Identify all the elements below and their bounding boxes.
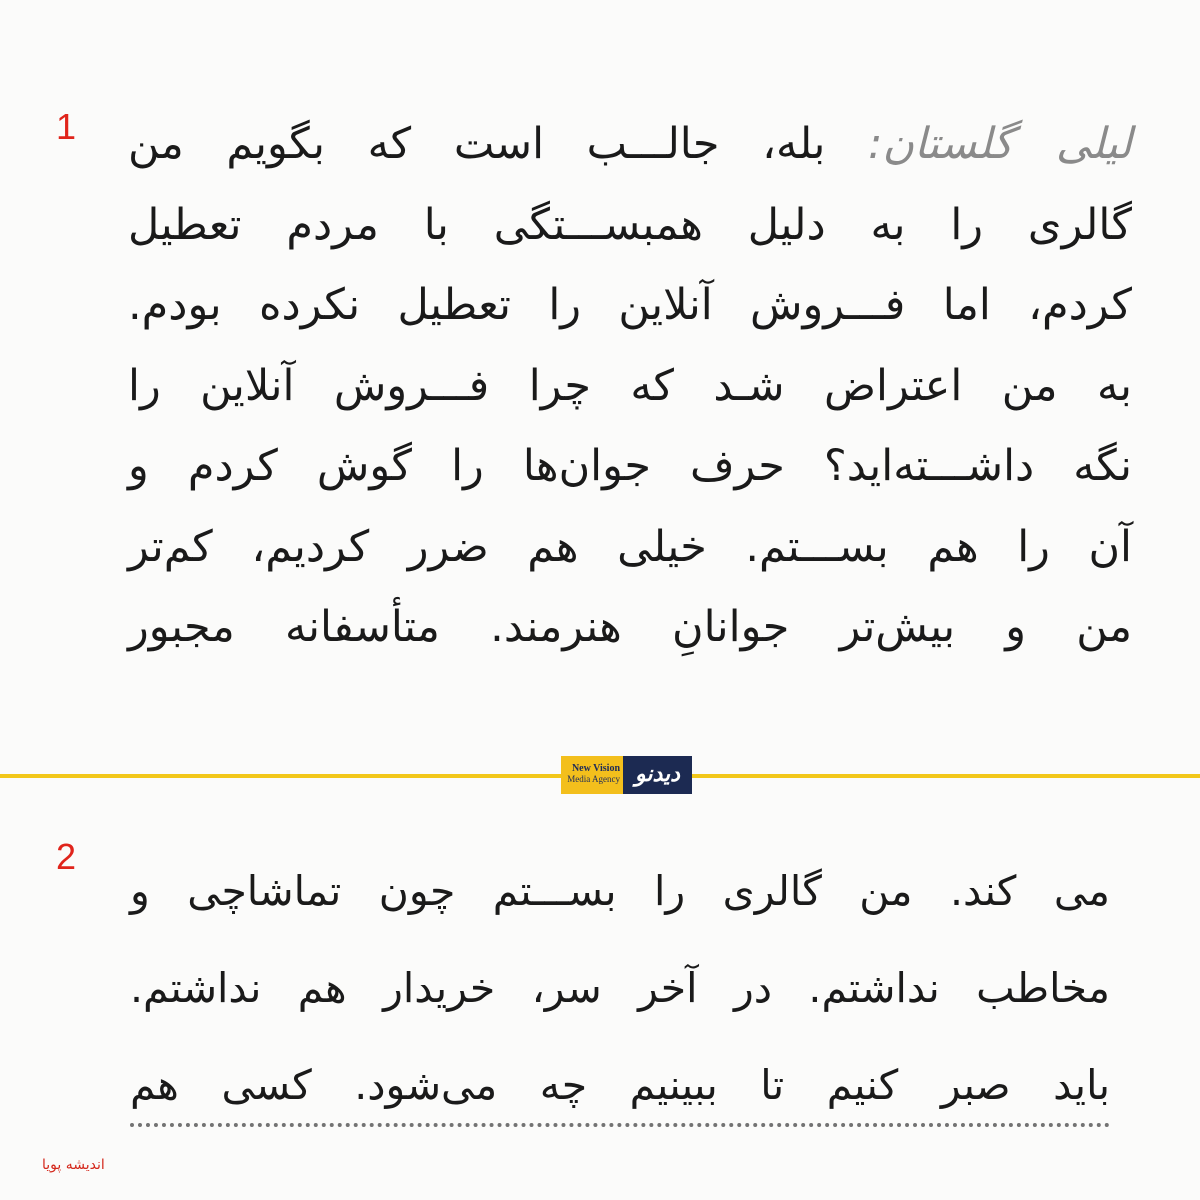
text-line: مخاطب نداشتم. در آخر سر، خریدار هم نداشتم. (130, 964, 1110, 1012)
text-line: می کند. من گالری را بســـتم چون تماشاچی و (130, 867, 1110, 915)
logo-english-text: New Vision Media Agency (561, 756, 623, 794)
cropped-text-line (130, 1118, 1110, 1132)
text-line: کردم، اما فـــروش آنلاین را تعطیل نکرده بودم. (128, 280, 1132, 330)
interview-excerpt-2 (130, 843, 1110, 1134)
watermark: اندیشه پویا (42, 1157, 105, 1173)
text-line: آن را هم بســـتم. خیلی هم ضرر کردیم، کم‌تر (128, 521, 1132, 572)
speaker-name: لیلی گلستان: (867, 119, 1133, 169)
text-line: گالری را به دلیل همبســـتگی با مردم تعطیل (128, 199, 1132, 250)
clip-number: 2 (56, 836, 77, 877)
text-line: به من اعتراض شـد که چرا فـــروش آنلاین را (128, 360, 1132, 411)
agency-logo (561, 756, 692, 794)
text-line (128, 104, 1132, 185)
newspaper-clip-2 (0, 775, 1200, 1200)
text-line-body: بله، جالـــب است که بگویم من (128, 119, 826, 169)
logo-persian-text: دیدنو (623, 756, 692, 794)
text-line: باید صبر کنیم تا ببینیم چه می‌شود. کسی هم (130, 1061, 1110, 1109)
text-line: من و بیش‌تر جوانانِ هنرمند. متأسفانه مجبور (128, 602, 1132, 652)
clip-number: 1 (56, 106, 77, 147)
interview-excerpt-1 (128, 104, 1132, 668)
text-line: نگه داشـــته‌اید؟ حرف جوان‌ها را گوش کردم و (128, 441, 1132, 491)
